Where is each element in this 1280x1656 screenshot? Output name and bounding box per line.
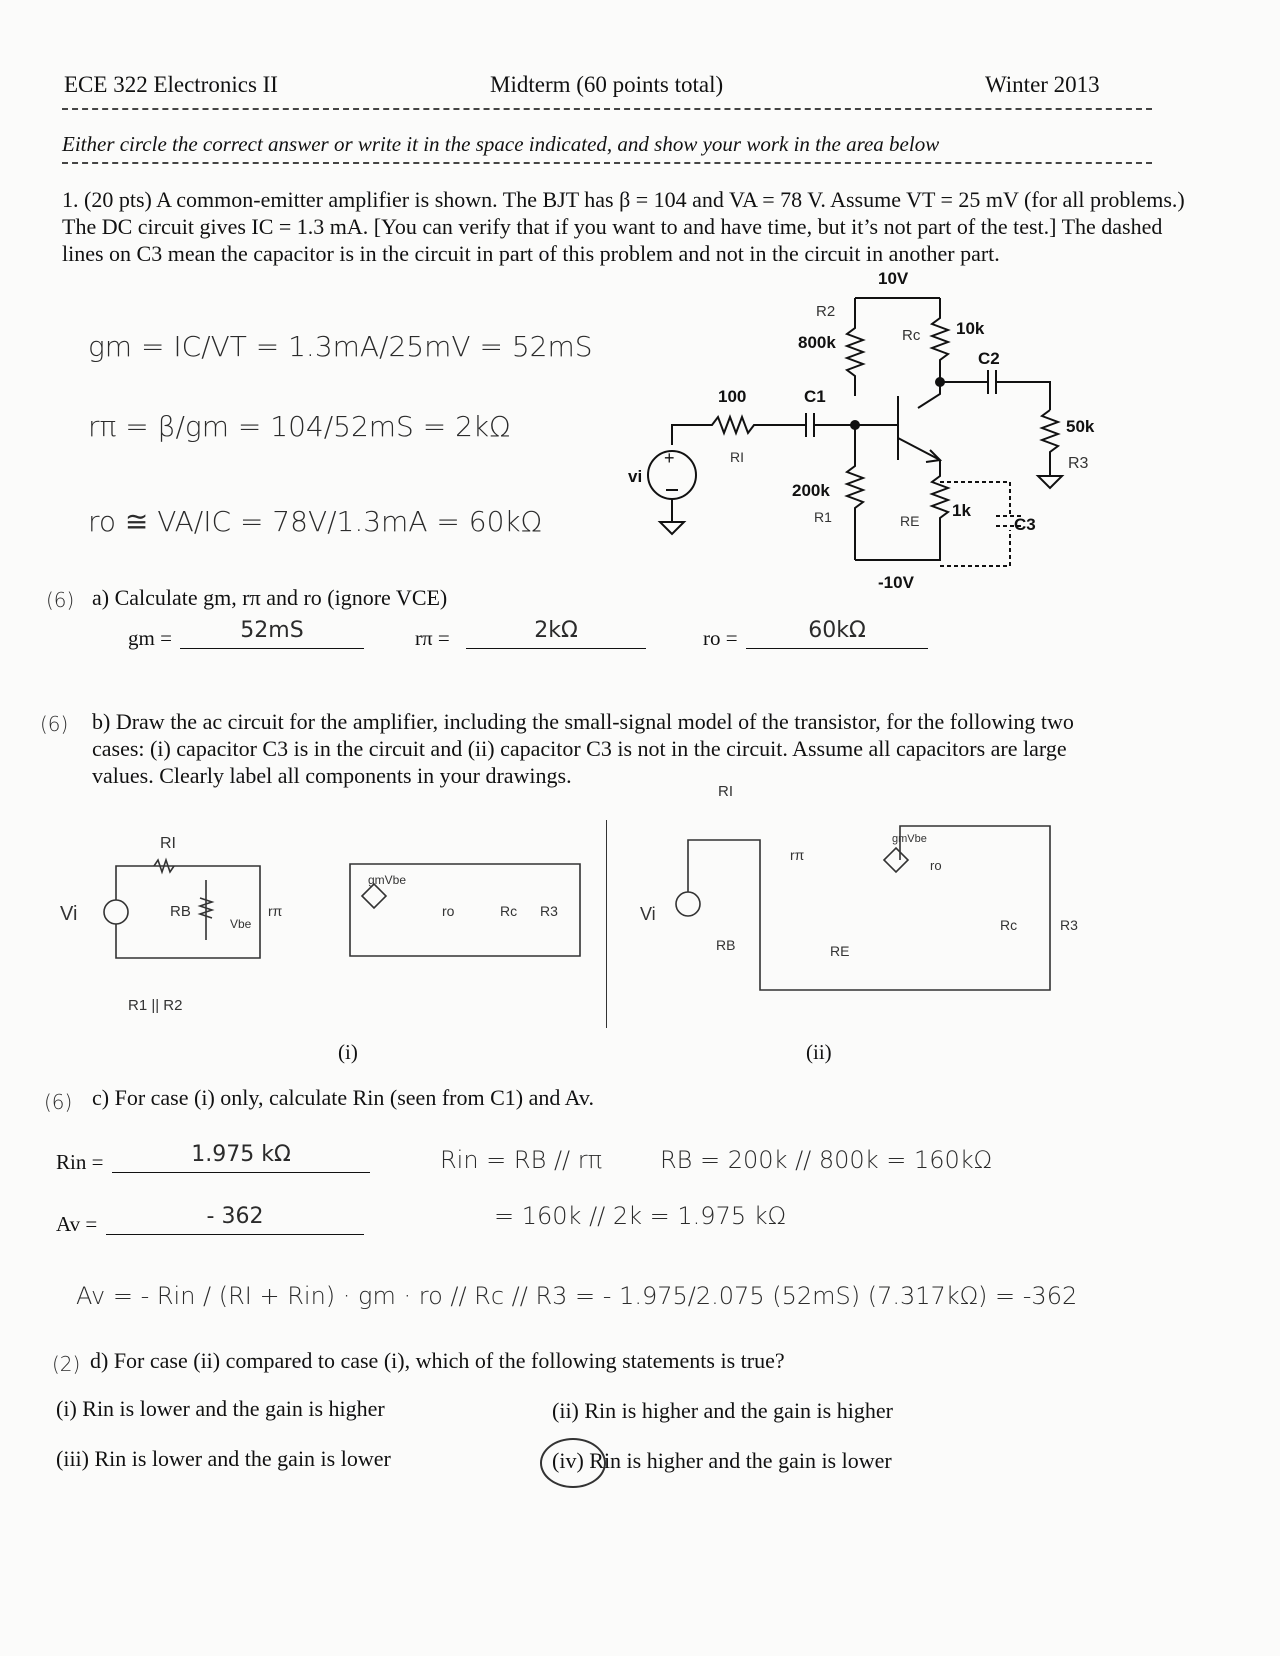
r2-value: 800k [798,333,836,352]
part-a-points: (6) [46,588,75,612]
rb-label: RB [716,937,736,953]
option-i[interactable]: (i) Rin is lower and the gain is higher [56,1396,385,1421]
instructions: Either circle the correct answer or write it in the space indicated, and show your work in the area below [62,132,940,156]
re-label: RE [830,943,850,959]
gm-label: gm = [128,626,172,650]
c3-capacitor [940,482,1024,566]
r3-label: R3 [1060,917,1078,933]
ro-answer[interactable]: 60kΩ [746,618,928,649]
work-gm: gm = IC/VT = 1.3mA/25mV = 52mS [88,330,593,363]
option-iv[interactable]: (iv) Rin is higher and the gain is lower [552,1448,892,1473]
rin-label: Rin = [56,1150,104,1174]
part-b-points: (6) [40,712,69,736]
vi-label: vi [628,467,643,486]
ri-resistor [672,417,788,445]
rb-label: RB [170,903,191,920]
option-iii[interactable]: (iii) Rin is lower and the gain is lower [56,1446,391,1471]
vi-label: Vi [60,903,78,925]
ri-label: RI [718,783,733,800]
option-ii[interactable]: (ii) Rin is higher and the gain is higher [552,1398,893,1423]
ro-label: ro [442,903,455,919]
work-av: Av = - Rin / (RI + Rin) · gm · ro // Rc // R3 = - 1.975/2.075 (52mS) (7.317kΩ) = -362 [76,1282,1078,1310]
rc-resistor [932,298,948,380]
rb-note: R1 || R2 [128,997,183,1014]
rc-label: Rc [1000,917,1018,933]
rb-resistor [200,880,212,940]
bjt-emitter [898,438,940,460]
r3-value: 50k [1066,417,1095,436]
part-a-question: a) Calculate gm, rπ and ro (ignore VCE) [92,585,448,610]
r1-resistor [847,425,863,560]
rc-label: Rc [500,903,518,919]
rpi-label: rπ = [415,626,450,650]
work-rpi: rπ = β/gm = 104/52mS = 2kΩ [88,410,511,443]
gm-source [884,848,908,872]
r3-resistor [1042,410,1058,476]
vbe-label: Vbe [230,917,252,931]
r1-value: 200k [792,481,830,500]
c3-label: C3 [1014,515,1036,534]
gm-label: gmVbe [368,873,407,887]
amplifier-schematic [600,270,1160,600]
work-rin: Rin = RB // rπ [440,1146,603,1174]
r2-handwritten: R2 [816,303,836,320]
vi-source [676,892,700,916]
work-rb: RB = 200k // 800k = 160kΩ [660,1146,993,1174]
vcc-label: 10V [878,270,909,288]
r1-handwritten: R1 [814,509,832,525]
rc-handwritten: Rc [902,327,921,344]
av-answer[interactable]: - 362 [106,1204,364,1235]
rpi-label: rπ [268,903,283,919]
r3-label: R3 [540,903,558,919]
rc-value: 10k [956,319,985,338]
selected-answer-circle [540,1438,606,1488]
course-title: ECE 322 Electronics II [64,72,278,97]
work-ro: ro ≅ VA/IC = 78V/1.3mA = 60kΩ [88,505,542,538]
ri-value: 100 [718,387,747,406]
c2-label: C2 [978,349,1000,368]
exam-title: Midterm (60 points total) [490,72,724,97]
divider [62,162,1152,164]
problem-1-statement: 1. (20 pts) A common-emitter amplifier is shown. The BJT has β = 104 and VA = 78 V. Assume VT = 25 mV (for all problems.) The DC circuit gives IC = 1.3 mA. [You can verify that if you want to and have time, but it’s not part of the test.] The dashed lines on C3 mean the capacitor is in the circuit in part of this problem and not in the circuit in another part. [62,187,1185,266]
vi-label: Vi [640,904,656,924]
divider [606,820,607,1028]
ac-circuit-sketch-ii [630,780,1130,1030]
plus-icon: + [664,448,675,468]
r3-handwritten: R3 [1068,455,1089,472]
part-d-points: (2) [52,1352,81,1376]
vee-label: -10V [878,573,914,592]
c1-label: C1 [804,387,826,406]
ro-label: ro [930,858,942,873]
bjt-base [855,396,898,460]
re-value: 1k [952,501,971,520]
gm-source [362,884,386,908]
ac-circuit-sketch-i [50,820,610,1030]
c2-capacitor [940,370,1050,410]
re-handwritten: RE [900,513,920,529]
term: Winter 2013 [985,72,1100,97]
ro-label: ro = [703,626,738,650]
part-b-question: b) Draw the ac circuit for the amplifier, including the small-signal model of the transistor, for the following two cases: (i) capacitor C3 is in the circuit and (ii) capacitor C3 is not in the circuit. Assume all capacitors are large values. Clearly label all components in your drawings. [92,709,1074,788]
rpi-answer[interactable]: 2kΩ [466,618,646,649]
re-resistor [855,460,948,560]
ri-handwritten: RI [730,449,744,465]
gm-label: gmVbe [892,833,927,845]
ground-symbol [1038,476,1062,488]
ri-label: RI [160,835,176,852]
case-i-label: (i) [338,1040,358,1064]
wire [688,826,1050,990]
r2-resistor [847,298,863,396]
rpi-label: rπ [790,847,805,863]
part-c-question: c) For case (i) only, calculate Rin (seen from C1) and Av. [92,1085,594,1110]
part-c-points: (6) [44,1090,73,1114]
divider [62,108,1152,110]
vi-source [104,900,128,924]
gm-answer[interactable]: 52mS [180,618,364,649]
rin-answer[interactable]: 1.975 kΩ [112,1142,370,1173]
ground-symbol [660,499,684,534]
work-rin-result: = 160k // 2k = 1.975 kΩ [494,1202,786,1230]
case-ii-label: (ii) [806,1040,832,1064]
part-d-question: d) For case (ii) compared to case (i), which of the following statements is true? [90,1348,785,1373]
av-label: Av = [56,1212,98,1236]
c1-capacitor [788,413,855,437]
